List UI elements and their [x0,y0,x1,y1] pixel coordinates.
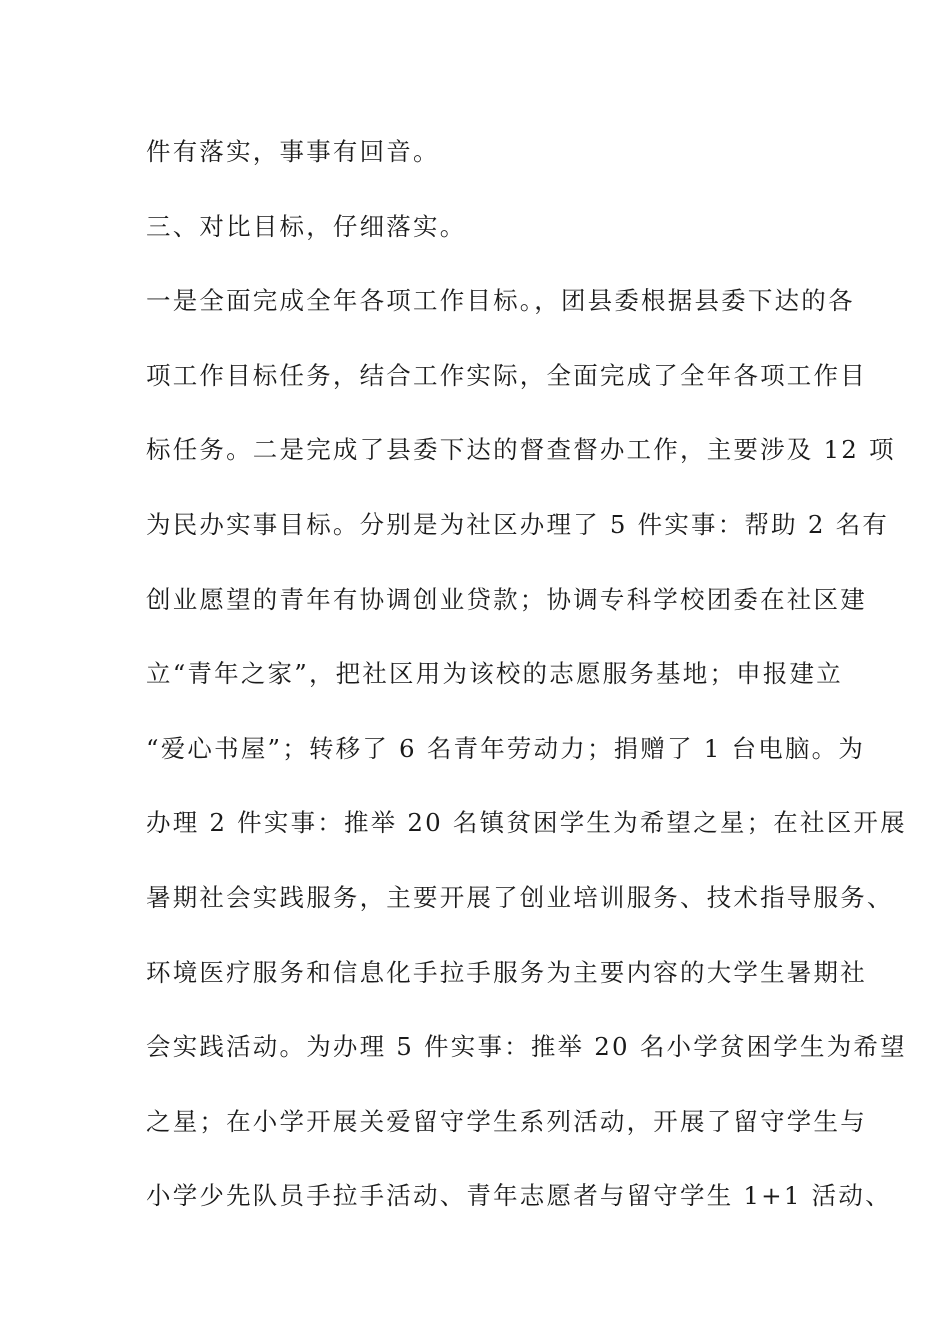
text-line: 件有落实，事事有回音。 [146,137,440,166]
text-line: 办理 2 件实事：推举 20 名镇贫困学生为希望之星；在社区开展 [146,808,907,838]
text-line: 标任务。二是完成了县委下达的督查督办工作，主要涉及 12 项 [146,435,896,465]
text-line: 创业愿望的青年有协调创业贷款；协调专科学校团委在社区建 [146,584,867,614]
text-line: “爱心书屋”；转移了 6 名青年劳动力；捐赠了 1 台电脑。为 [146,733,866,763]
text-line: 暑期社会实践服务，主要开展了创业培训服务、技术指导服务、 [146,882,894,912]
text-line: 环境医疗服务和信息化手拉手服务为主要内容的大学生暑期社 [146,957,867,987]
body-text [146,128,907,1247]
text-line: 会实践活动。为办理 5 件实事：推举 20 名小学贫困学生为希望 [146,1032,907,1062]
text-line: 立“青年之家”，把社区用为该校的志愿服务基地；申报建立 [146,659,843,689]
section-heading: 三、对比目标，仔细落实。 [146,211,467,241]
text-line: 之星；在小学开展关爱留守学生系列活动，开展了留守学生与 [146,1106,867,1136]
text-line: 小学少先队员手拉手活动、青年志愿者与留守学生 1+1 活动、 [146,1181,892,1211]
text-line: 项工作目标任务，结合工作实际，全面完成了全年各项工作目 [146,360,867,390]
text-line: 一是全面完成全年各项工作目标。，团县委根据县委下达的各 [146,286,855,316]
text-line: 为民办实事目标。分别是为社区办理了 5 件实事：帮助 2 名有 [146,509,890,539]
